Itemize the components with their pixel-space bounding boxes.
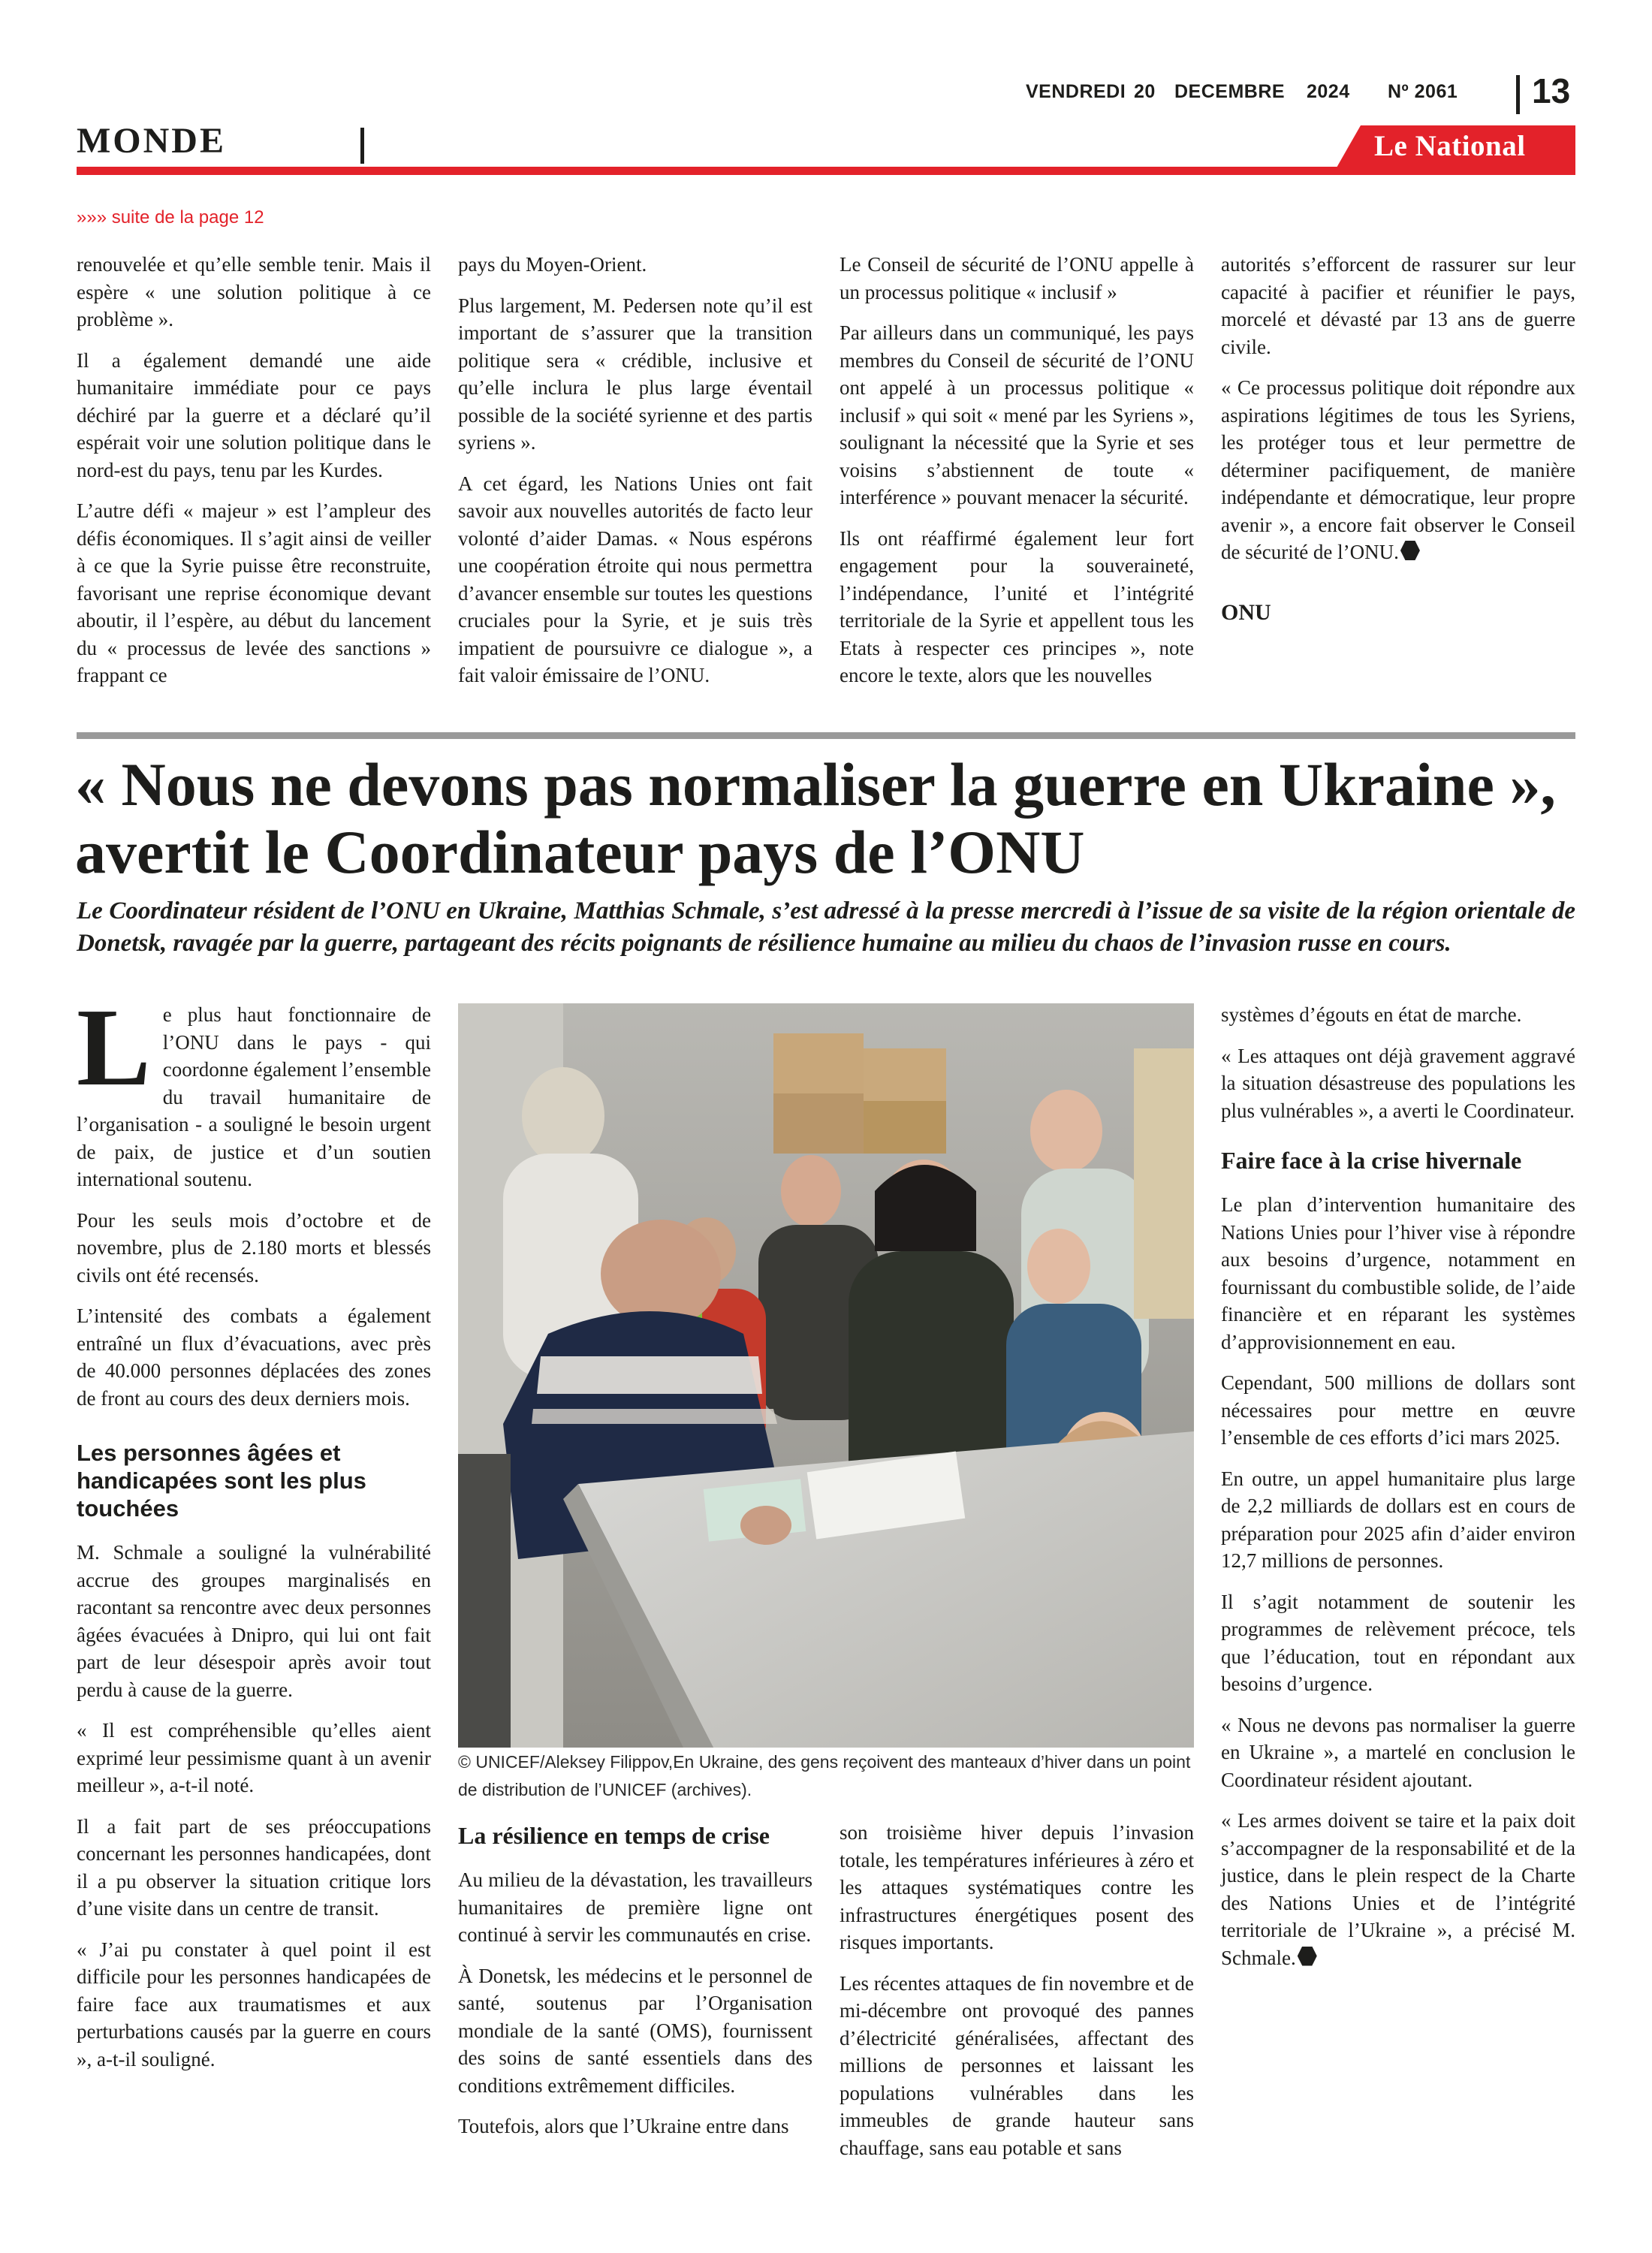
header-month: DECEMBRE (1174, 81, 1286, 102)
section-title-divider (360, 128, 364, 164)
paragraph: Le Conseil de sécurité de l’ONU appelle à un processus politique « inclusif » (840, 253, 1194, 303)
header-issue-number: Nº 2061 (1388, 81, 1458, 102)
paragraph: « Les attaques ont déjà gravement aggravé la situation désastreuse des populations les plus vulnérables », a averti le Coordinateur. (1221, 1044, 1575, 1122)
header-year: 2024 (1307, 81, 1350, 102)
first-paragraph (77, 986, 431, 1193)
paragraph: Par ailleurs dans un communiqué, les pays membres du Conseil de sécurité de l’ONU ont appelé à un processus politique « inclusif » qui soit « mené par les Syriens », soulignant la nécessité que la Syrie et ses voisins s’abstiennent de toute « interférence » pouvant menacer la sécurité. (840, 321, 1194, 508)
drop-cap: L (77, 986, 151, 1109)
paragraph: L’autre défi « majeur » est l’ampleur des défis économiques. Il s’agit ainsi de veiller à ce que la Syrie puisse être reconstruite, favorisant une reprise économique devant aboutir, il l’espère, au début du lancement du « processus de levée des sanctions » frappant ce (77, 499, 431, 686)
section-title: MONDE (77, 121, 226, 161)
paragraph: Pour les seuls mois d’octobre et de novembre, plus de 2.180 morts et blessés civils ont été recensés. (77, 1208, 431, 1286)
paragraph-text: « Les armes doivent se taire et la paix doit s’accompagner de la responsabilité et de la justice, dans le plein respect de la Charte des Nations Unies et de l’intégrité territoriale de l’Ukraine », a précisé M. Schmale. (1221, 1809, 1575, 1969)
prev-article-column-2 (458, 251, 812, 703)
article-signoff: ONU (1221, 599, 1271, 625)
article-headline (75, 751, 1577, 886)
paragraph: Les récentes attaques de fin novembre et de mi-décembre ont provoqué des pannes d’électricité généralisées, affectant des millions de personnes et laissant les populations vulnérables dans les immeubles de grande hauteur sans chauffage, sans eau potable et sans (840, 1971, 1194, 2159)
header-date-number: 20 (1134, 81, 1156, 102)
paragraph: À Donetsk, les médecins et le personnel de santé, soutenus par l’Organisation mondiale de la santé (OMS), fournissent des soins de santé essentiels dans des conditions extrêmement difficiles. (458, 1964, 812, 2097)
hexagon-end-mark-icon (1298, 1947, 1317, 1966)
page-number-divider (1516, 75, 1520, 114)
paragraph: L’intensité des combats a également entraîné un flux d’évacuations, avec près de 40.000 personnes déplacées des zones de front au cours des deux derniers mois. (77, 1304, 431, 1410)
subheading-resilience: La résilience en temps de crise (458, 1822, 770, 1849)
article-photo (458, 1003, 1194, 1748)
article-column-2 (458, 1822, 812, 2154)
paragraph: pays du Moyen-Orient. (458, 253, 647, 276)
paragraph: Plus largement, M. Pedersen note qu’il est important de s’assurer que la transition politique sera « crédible, inclusive et qu’elle inclura le plus large éventail possible de la société syrienne et des partis syriens ». (458, 294, 812, 454)
page-number: 13 (1532, 71, 1571, 110)
paragraph (1221, 374, 1575, 566)
photo-caption: © UNICEF/Aleksey Filippov,En Ukraine, des gens reçoivent des manteaux d’hiver dans un point de distribution de l’UNICEF (archives). (458, 1752, 1191, 1799)
header-day: VENDREDI (1026, 81, 1126, 102)
paragraph: autorités s’efforcent de rassurer sur leur capacité à pacifier et réunifier le pays, morcelé et dévasté par 13 ans de guerre civile. (1221, 253, 1575, 358)
prev-article-column-4 (1221, 251, 1575, 640)
headline-line-2: avertit le Coordinateur pays de l’ONU (75, 818, 1085, 886)
paragraph: « J’ai pu constater à quel point il est difficile pour les personnes handicapées de faire face aux traumatismes et aux perturbations causés par la guerre en cours », a-t-il souligné. (77, 1938, 431, 2071)
paragraph (1221, 1807, 1575, 1971)
paragraph: « Il est compréhensible qu’elles aient exprimé leur pessimisme quant à un avenir meilleur », a-t-il noté. (77, 1719, 431, 1796)
prev-article-column-1 (77, 251, 431, 703)
paragraph: Il a également demandé une aide humanitaire immédiate pour ce pays déchiré par la guerre et a déclaré qu’il espérait voir une solution politique dans le nord-est du pays, tenu par les Kurdes. (77, 348, 431, 481)
article-column-3 (840, 1819, 1194, 2175)
headline-line-1: « Nous ne devons pas normaliser la guerre en Ukraine », (75, 750, 1556, 819)
newspaper-brand: Le National (1374, 130, 1526, 162)
article-column-4 (1221, 1001, 1575, 1985)
paragraph: Le plan d’intervention humanitaire des Nations Unies pour l’hiver vise à répondre aux besoins d’urgence, notamment en fournissant du combustible solide, de l’aide financière et en réparant les systèmes d’approvisionnement en eau. (1221, 1193, 1575, 1353)
paragraph: Toutefois, alors que l’Ukraine entre dans (458, 2115, 789, 2137)
paragraph: En outre, un appel humanitaire plus large de 2,2 milliards de dollars est en cours de préparation pour 2025 afin d’aider environ 12,7 millions de personnes. (1221, 1467, 1575, 1572)
paragraph: Ils ont réaffirmé également leur fort engagement pour la souveraineté, l’indépendance, l’unité et l’intégrité territoriale de la Syrie et appellent tous les Etats à respecter ces principes », note encore le texte, alors que les nouvelles (840, 526, 1194, 686)
paragraph: Il s’agit notamment de soutenir les programmes de relèvement précoce, tels que l’éducation, tout en répondant aux besoins d’urgence. (1221, 1590, 1575, 1695)
paragraph-text: « Ce processus politique doit répondre aux aspirations légitimes de tous les Syriens, les protéger tous et leur permettre de déterminer pacifiquement, de manière indépendante et démocratique, leur propre avenir », a encore fait observer le Conseil de sécurité de l’ONU. (1221, 376, 1575, 563)
paragraph: M. Schmale a souligné la vulnérabilité accrue des groupes marginalisés en racontant sa rencontre avec deux personnes âgées évacuées à Dnipro, qui lui ont fait part de leur désespoir après avoir tout perdu à cause de la guerre. (77, 1541, 431, 1701)
paragraph: Au milieu de la dévastation, les travailleurs humanitaires de première ligne ont continué à servir les communautés en crise. (458, 1868, 812, 1946)
paragraph: renouvelée et qu’elle semble tenir. Mais il espère « une solution politique à ce problème ». (77, 253, 431, 330)
continuation-note: »»» suite de la page 12 (77, 207, 264, 228)
paragraph: systèmes d’égouts en état de marche. (1221, 1003, 1522, 1026)
paragraph: Cependant, 500 millions de dollars sont nécessaires pour mettre en œuvre l’ensemble de ces efforts d’ici mars 2025. (1221, 1371, 1575, 1449)
subheading-winter-crisis: Faire face à la crise hivernale (1221, 1147, 1522, 1174)
article-lead: Le Coordinateur résident de l’ONU en Ukraine, Matthias Schmale, s’est adressé à la presse mercredi à l’issue de sa visite de la région orientale de Donetsk, ravagée par la guerre, partageant des récits poignants de résilience humaine au milieu du chaos de l’invasion russe en cours. (77, 897, 1575, 957)
first-paragraph-text: e plus haut fonctionnaire de l’ONU dans le pays - qui coordonne également l’ensemble du travail humanitaire de l’organisation - a souligné le besoin urgent de paix, de justice et d’un soutien international soutenu. (77, 1003, 431, 1190)
paragraph: Il a fait part de ses préoccupations concernant les personnes handicapées, dont il a pu observer la situation critique lors d’une visite dans un centre de transit. (77, 1814, 431, 1920)
paragraph: son troisième hiver depuis l’invasion totale, les températures inférieures à zéro et les attaques systématiques contre les infrastructures énergétiques posent des risques importants. (840, 1821, 1194, 1953)
paragraph: « Nous ne devons pas normaliser la guerre en Ukraine », a martelé en conclusion le Coordinateur résident ajoutant. (1221, 1713, 1575, 1791)
paragraph: A cet égard, les Nations Unies ont fait savoir aux nouvelles autorités de facto leur volonté d’aider Damas. « Nous espérons une coopération étroite qui nous permettra d’avancer ensemble sur toutes les questions cruciales pour la Syrie, et je suis très impatient de poursuivre ce dialogue », a fait valoir émissaire de l’ONU. (458, 472, 812, 686)
subheading-elderly-disabled: Les personnes âgées et handicapées sont les plus touchées (77, 1440, 366, 1522)
hexagon-end-mark-icon (1400, 541, 1420, 560)
article-column-1 (77, 986, 431, 2086)
prev-article-column-3 (840, 251, 1194, 703)
article-separator (77, 732, 1575, 739)
